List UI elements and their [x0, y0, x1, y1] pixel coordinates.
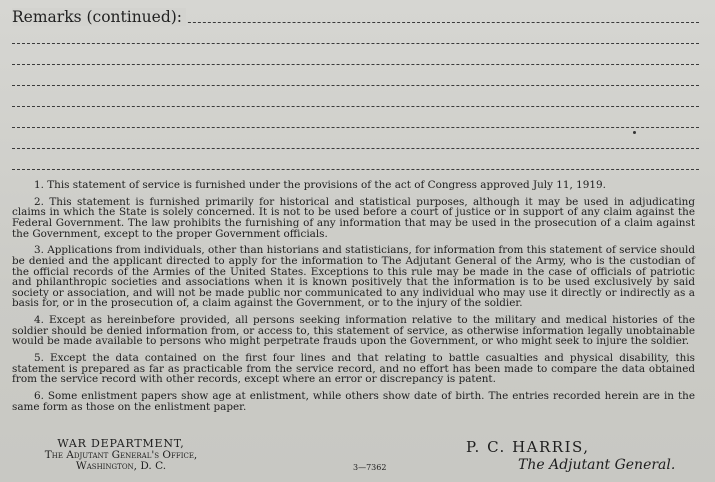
- signature-block: [466, 438, 696, 473]
- note-6: 6. Some enlistment papers show age at enlistment, while others show date of birth. The entries recorded herein are in the same form as those on the enlistment paper.: [12, 390, 695, 413]
- remarks-line: [12, 43, 699, 44]
- remarks-line: [12, 148, 699, 149]
- signatory-title: The Adjutant General.: [518, 457, 676, 473]
- signatory-name: P. C. HARRIS,: [466, 438, 590, 456]
- office-location: Washington, D. C.: [75, 460, 167, 472]
- office-name: The Adjutant General's Office,: [44, 448, 198, 461]
- remarks-line: [12, 106, 699, 107]
- department-name: WAR DEPARTMENT,: [57, 437, 185, 450]
- note-2: 2. This statement is furnished primarily for historical and statistical purposes, although it may be used in adjudicating claims in which the State is solely concerned. It is not to be used before a court of justice or in support of any claim against the Federal Government. The law prohibits the furnishing of any information that may be used in the prosecution of a claim against the Government, except to the proper Government officials.: [12, 195, 695, 240]
- remarks-line: [168, 22, 699, 23]
- remarks-line: [12, 85, 699, 86]
- remarks-line: [12, 127, 699, 128]
- notes-section: [12, 180, 695, 418]
- note-1: 1. This statement of service is furnished under the provisions of the act of Congress approved July 11, 1919.: [34, 179, 606, 191]
- remarks-line: [12, 64, 699, 65]
- issuing-office-block: [6, 438, 236, 473]
- form-number: 3—7362: [353, 463, 387, 472]
- remarks-line: [12, 169, 699, 170]
- remarks-label: Remarks (continued):: [12, 8, 186, 26]
- note-4: 4. Except as hereinbefore provided, all persons seeking information relative to the military and medical histories of the soldier should be denied information from, or access to, this statement of service, as otherwise information legally unobtainable would be made available to persons who might perpetrate frauds upon the Government, or who might seek to injure the soldier.: [12, 314, 695, 348]
- note-3: 3. Applications from individuals, other than historians and statisticians, for information from this statement of service should be denied and the applicant directed to apply for the information to The Adjutant General of the Army, who is the custodian of the official records of the Armies of the United States. Exceptions to this rule may be made in the case of officials of patriotic and philanthropic societies and associations when it is known positively that the information is to be used exclusively by said society or association, and will not be made public nor communicated to any individual who may use it directly or indirectly as a basis for, or in the prosecution of, a claim against the Government, or to the injury of the soldier.: [12, 244, 695, 310]
- ink-speck: [633, 131, 636, 134]
- note-5: 5. Except the data contained on the first four lines and that relating to battle casualties and physical disability, this statement is prepared as far as practicable from the service record, and no effort has been made to compare the data obtained from the service record with other records, except where an error or discrepancy is patent.: [12, 352, 695, 386]
